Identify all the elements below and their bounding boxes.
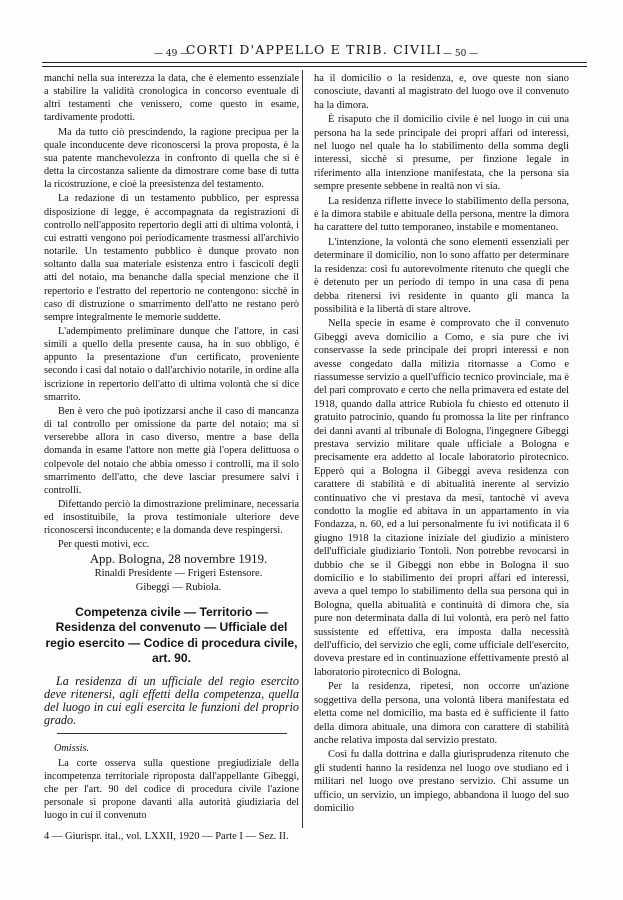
paragraph: Ben è vero che può ipotizzarsi anche il caso di mancanza di tal controllo per omissione da parte del notaio; ma si verserebbe allora in caso diverso, mentre a base della domanda in esame l'attore non mette già l'opera delittuosa o colpevole del notaio che abbia omesso i controlli, ma il solo smarrimento dell'atto, che deve lasciar presumere salvi i controlli. (44, 405, 299, 496)
page-number-right: — 50 — (443, 49, 479, 59)
case-maxim: Competenza civile — Territorio — Residenza del convenuto — Ufficiale del regio esercito — Codice di procedura civile, art. 90. (45, 604, 298, 666)
paragraph: È risaputo che il domicilio civile è nel luogo in cui una persona ha la sede principale dei propri affari od interessi, nel luogo nel quale ha lo stabilimento della somma degli interessi, sicchè si presume, per finzione legale in riferimento alla intenzione manifestata, che la persona sia sempre presente sebbene in realtà non vi sia. (314, 114, 569, 193)
paragraph: La residenza riflette invece lo stabilimento della persona, è la dimora stabile e abituale della persona, mentre la dimora ha carattere del tutto temporaneo, instabile e momentaneo. (314, 195, 569, 234)
right-column (314, 72, 569, 816)
running-header (42, 40, 586, 62)
omissis: Omissis. (54, 743, 90, 755)
case-summary (44, 675, 299, 728)
paragraph: Ma da tutto ciò prescindendo, la ragione precipua per la quale inconducente deve riconoscersi la prova proposta, è la sua patente manchevolezza in confronto di quella che si è detta la circostanza saliente da dimostrare come base di tutta la ricostruzione, e cioè la preesistenza del testamento. (44, 126, 299, 191)
paragraph: La corte osserva sulla questione pregiudiziale della incompetenza territoriale riproposta dall'appellante Gibeggi, che per l'art. 90 del codice di procedura civile l'azione personale si propone davanti alla autorità giudiziaria del luogo in cui il convenuto (44, 757, 299, 822)
running-title: CORTI D'APPELLO E TRIB. CIVILI (185, 42, 443, 57)
header-rule (42, 62, 587, 63)
paragraph: Per questi motivi, ecc. (58, 539, 150, 551)
paragraph: L'adempimento preliminare dunque che l'attore, in casi simili a quello della presente causa, ha in suo obbligo, è appunto la presentazione d'un certificato, proveniente secondo i casi dal notaio o dall'archivio notarile, in ordine alla iscrizione in repertorio dell'atto di ultima volontà che si dice smarrito. (44, 325, 299, 403)
left-column (44, 72, 299, 823)
paragraph: Per la residenza, ripetesi, non occorre un'azione soggettiva della persona, una volontà libera manifestata ed eletta come nel domicilio, ma basta ed è sufficiente il fatto della dimora abituale, una dimora con carattere di stabilità anche relativa imposta dal servizio prestato. (314, 681, 569, 746)
page-number-left: — 49 — (154, 49, 190, 59)
summary-text: La residenza di un ufficiale del regio esercito deve ritenersi, agli effetti della competenza, quella del luogo in cui egli esercita le funzioni del proprio grado. (44, 673, 299, 728)
paragraph: Nella specie in esame è comprovato che il convenuto Gibeggi aveva domicilio a Como, e sia pure che ivi conservasse la sede principale dei propri interessi e non avesse congedato dalla milizia ritornasse a Como e riassumesse servizio a quell'ufficio tecnico provinciale, ma è del pari comprovato e certo che nella primavera ed estate del 1918, quando dalla attrice Rubiola fu chiesto ed ottenuto il gratuito patrocinio, quando fu promossa la lite per rinfranco dei danni avanti al tribunale di Bologna, l'ingegnere Gibeggi prestava servizio militare quale ufficiale a Bologna e precisamente era addetto al locale laboratorio pirotecnico. Epperò qui a Bologna il Gibeggi aveva residenza con carattere di stabilità e di abitualità inerente al servizio continuativo che vi prestava da mesi, tantochè vi aveva condotto la moglie ed abitava in un appartamento in via Fondazza, n. 60, ed a lui personalmente fu ivi notificata il 6 giugno 1918 la citazione iniziale del giudizio a ministero dell'ufficiale giudiziario Tontoli. Non potrebbe revocarsi in dubbio che se il Gibeggi non ebbe in Bologna il suo domicilio e lo stabilimento dei propri affari ed interessi, aveva a quel tempo lo stabilimento della sua persona qui in Bologna, quella abitualità e continuità di dimora che, sia pure non determinata dalla di lui volontà, era però nel fatto sussistente ed effettiva, era imposta dalla necessità dell'ufficio, del servizio che egli, come ufficiale dell'esercito, doveva prestare ed in continuazione effettivamente prestò al laboratorio pirotecnico di Bologna. (314, 318, 569, 678)
page-footer: 4 — Giurispr. ital., vol. LXXII, 1920 — Parte I — Sez. II. (44, 831, 289, 842)
paragraph: ha il domicilio o la residenza, e, ove queste non siano conosciute, davanti al magistrato del luogo ove il convenuto ha la dimora. (314, 73, 569, 111)
court-line: App. Bologna, 28 novembre 1919. (89, 551, 268, 566)
judges-line-2: Gibeggi — Rubiola. (135, 582, 222, 594)
column-divider (302, 70, 303, 828)
paragraph: Così fu dalla dottrina e dalla giurisprudenza ritenuto che gli studenti hanno la residenza nel luogo ove studiano ed i militari nel luogo ove prestano servizio. Chi assume un ufficio, un servizio, un impiego, abbandona il luogo del suo domicilio (314, 749, 569, 814)
judges-line: Rinaldi Presidente — Frigeri Estensore. (94, 567, 263, 579)
paragraph: Difettando perciò la dimostrazione preliminare, necessaria ed insostituibile, la prova testimoniale ulteriore deve riconoscersi inconducente; e la domanda deve respingersi. (44, 499, 299, 537)
summary-rule (57, 733, 287, 734)
paragraph: La redazione di un testamento pubblico, per espressa disposizione di legge, è accompagnata da registrazioni di controllo nell'apposito repertorio degli atti di ultima volontà, i cui estratti vengono poi periodicamente trasmessi all'archivio notarile. Un testamento pubblico è dunque provato non soltanto dalla sua materiale esistenza entro i fascicoli degli atti del notaio, ma benanche dalla special menzione che il repertorio e l'estratto del repertorio ne contengono: sicchè in caso di distruzione o smarrimento dell'atto ne restano però sempre integralmente le memorie suddette. (44, 193, 299, 323)
paragraph: L'intenzione, la volontà che sono elementi essenziali per determinare il domicilio, non lo sono affatto per determinare la residenza: così fu autorevolmente ritenuto che quegli che è detenuto per un periodo di tempo in una casa di pena debba ritenersi ivi residente in quanto gli manca la possibilità e la libertà di stare altrove. (314, 236, 569, 315)
paragraph: manchi nella sua interezza la data, che è elemento essenziale a stabilire la validità cronologica in concorso eventuale di altri testamenti che venissero, come questo in esame, tardivamente prodotti. (44, 73, 299, 124)
header-rule-thin (42, 66, 587, 67)
